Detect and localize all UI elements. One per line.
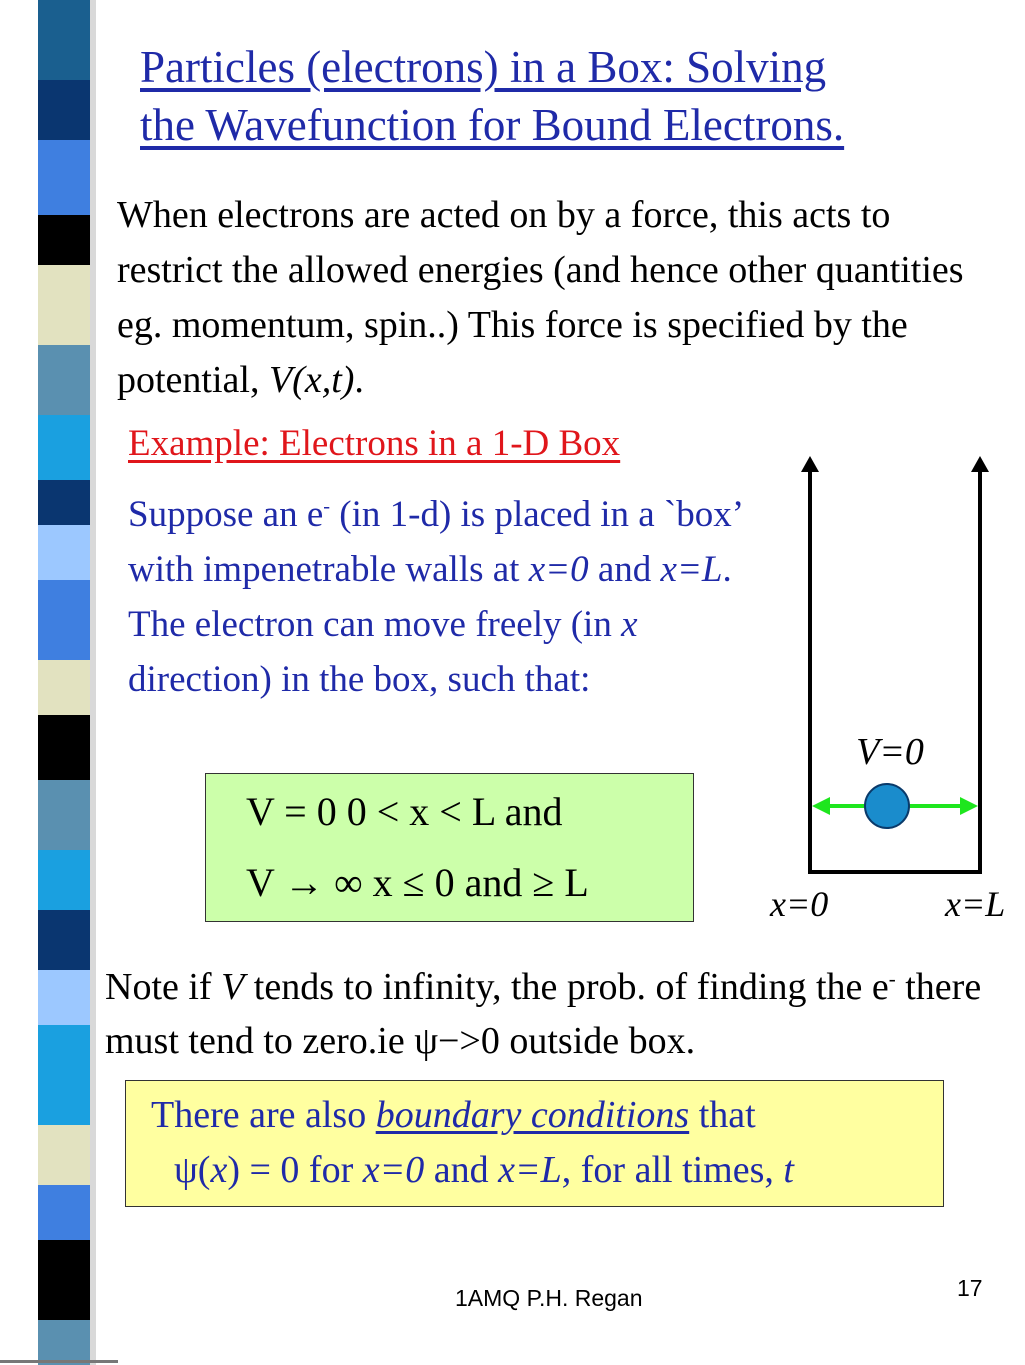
infinite-well-diagram [770, 450, 1024, 930]
bottom-divider [0, 1360, 118, 1363]
boundary-conditions-term: boundary conditions [375, 1094, 690, 1136]
sidebar-block [38, 580, 90, 660]
equation-box [205, 773, 694, 922]
slide-title [140, 38, 1000, 154]
sidebar-block [38, 265, 90, 345]
sidebar-block [38, 715, 90, 780]
motion-arrowhead-right [960, 797, 978, 815]
sidebar-block [38, 0, 90, 80]
equation-line-1: V = 0 0 < x < L and [246, 789, 563, 834]
sidebar-block [38, 525, 90, 580]
page-number: 17 [957, 1275, 983, 1301]
example-heading: Example: Electrons in a 1-D Box [128, 423, 621, 464]
note-paragraph [105, 960, 1025, 1068]
sidebar-block [38, 970, 90, 1025]
potential-symbol: V(x,t) [268, 359, 355, 401]
left-wall-label: x=0 [770, 884, 829, 924]
wall-x0: x=0 [528, 549, 589, 590]
note-text: there must tend to zero.ie ψ−>0 outside box. [105, 966, 982, 1062]
sidebar-block [38, 480, 90, 525]
boundary-text: that [689, 1094, 756, 1136]
intro-text: When electrons are acted on by a force, this acts to restrict the allowed energies (and hence other quantities eg. momentum, spin..) This force is specified by the potential, [117, 194, 964, 401]
sidebar-block [38, 1025, 90, 1125]
boundary-text: ) = 0 for [227, 1149, 363, 1191]
example-text: direction) in the box, such that: [128, 659, 591, 700]
sidebar-block [38, 660, 90, 715]
boundary-line-2 [174, 1148, 794, 1192]
electron-circle [865, 784, 909, 828]
sidebar-block [38, 1240, 90, 1320]
sidebar-block [38, 345, 90, 415]
note-text: tends to infinity, the prob. of finding the e [244, 966, 889, 1008]
electron-charge-sup: - [323, 495, 331, 518]
wall-xL: x=L [498, 1149, 562, 1191]
sidebar-block [38, 80, 90, 140]
boundary-line-1 [151, 1093, 756, 1137]
sidebar-block [38, 140, 90, 215]
sidebar-shadow [90, 0, 96, 1365]
right-wall-arrowhead [971, 456, 989, 472]
title-line-1: Particles (electrons) in a Box: Solving [140, 42, 827, 92]
sidebar-block [38, 215, 90, 265]
title-line-2: the Wavefunction for Bound Electrons. [140, 100, 845, 150]
sidebar-block [38, 415, 90, 480]
note-text: Note if [105, 966, 222, 1008]
example-text: (in 1-d) is placed in a `box’ with impenetrable walls at [128, 494, 742, 590]
example-text: and [588, 549, 661, 590]
equation-line-2: V → ∞ x ≤ 0 and ≥ L [246, 860, 589, 905]
wall-xL: x=L [660, 549, 723, 590]
example-paragraph [128, 487, 748, 707]
sidebar-block [38, 1320, 90, 1365]
time-symbol: t [783, 1149, 794, 1191]
x-symbol: x [621, 604, 638, 645]
v-symbol: V [221, 966, 245, 1008]
boundary-text: There are also [151, 1094, 376, 1136]
intro-paragraph [117, 188, 997, 408]
boundary-conditions-box [125, 1080, 944, 1207]
sidebar-block [38, 910, 90, 970]
example-text: . The electron can move freely (in [128, 549, 732, 645]
sidebar-block [38, 780, 90, 850]
sidebar-block [38, 1185, 90, 1240]
example-text: Suppose an e [128, 494, 324, 535]
electron-charge-sup: - [888, 966, 896, 991]
boundary-text: ψ( [174, 1149, 211, 1191]
boundary-text: and [424, 1149, 499, 1191]
x-symbol: x [210, 1149, 228, 1191]
boundary-text: , for all times, [561, 1149, 784, 1191]
footer-author: 1AMQ P.H. Regan [455, 1285, 643, 1311]
sidebar-block [38, 850, 90, 910]
sidebar-block [38, 1125, 90, 1185]
decorative-sidebar [38, 0, 90, 1365]
potential-label: V=0 [856, 731, 924, 773]
right-wall-label: x=L [945, 884, 1006, 924]
motion-arrowhead-left [812, 797, 830, 815]
wall-x0: x=0 [362, 1149, 425, 1191]
intro-end: . [354, 359, 364, 401]
